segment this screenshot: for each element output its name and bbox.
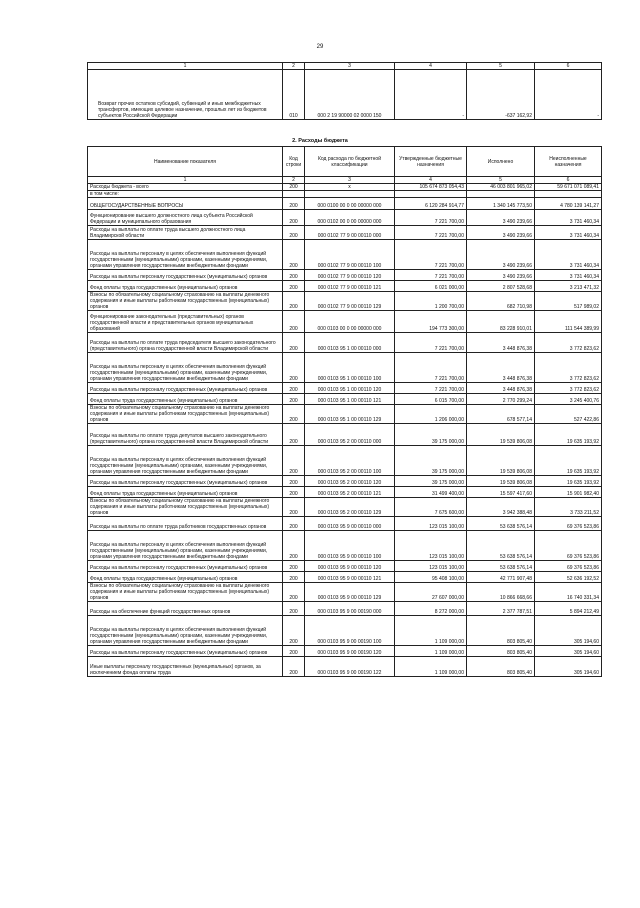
row-line: 200 [283,476,305,487]
row-name: Фонд оплаты труда государственных (муниципальных) органов [88,394,283,405]
top-table [87,62,602,120]
row-code: 000 0102 77 9 00 00110 100 [305,240,395,270]
col-number: 1 [88,63,283,70]
row-name: Расходы на выплаты по оплате труда работников государственных органов [88,517,283,531]
table-row [88,657,602,677]
row-line: 200 [283,240,305,270]
row-name: Расходы на выплаты персоналу в целях обеспечения выполнения функций государственными (муниципальными) органами, казенными учреждениями, органами управления государственными внебюджетными фондами [88,353,283,383]
row-executed: 3 490 239,66 [467,240,535,270]
row-approved: 6 015 700,00 [395,394,467,405]
row-line: 200 [283,446,305,476]
page-number: 29 [316,44,324,50]
row-approved: 39 175 000,00 [395,476,467,487]
row-code: 000 0102 77 9 00 00110 129 [305,292,395,311]
row-line: 200 [283,394,305,405]
row-line: 200 [283,602,305,616]
row-line: 200 [283,270,305,281]
table-row [88,292,602,311]
row-line: 200 [283,333,305,353]
row-approved: 1 109 000,00 [395,657,467,677]
row-code: 000 0103 95 2 00 00110 000 [305,424,395,446]
row-unexecuted: 527 422,86 [535,405,602,424]
col-number: 3 [305,177,395,184]
row-unexecuted: 3 213 471,32 [535,281,602,292]
row-line: 200 [283,572,305,583]
row-unexecuted: 59 671 071 089,41 [535,184,602,191]
table-row [88,191,602,198]
row-line: 200 [283,281,305,292]
row-code: 000 0103 95 2 00 00110 121 [305,487,395,498]
row-executed: 2 770 299,24 [467,394,535,405]
row-approved: 7 675 600,00 [395,498,467,517]
row-name: Расходы на выплаты персоналу государственных (муниципальных) органов [88,476,283,487]
row-approved: 6 120 284 914,77 [395,198,467,210]
row-approved: 7 221 700,00 [395,226,467,240]
row-unexecuted: 52 636 192,52 [535,572,602,583]
row-name: в том числе: [88,191,283,198]
table-row [88,184,602,191]
row-unexecuted: 111 544 389,99 [535,311,602,333]
row-unexecuted: 3 731 460,34 [535,240,602,270]
row-name: ОБЩЕГОСУДАРСТВЕННЫЕ ВОПРОСЫ [88,198,283,210]
table-row [88,498,602,517]
row-approved: 6 021 000,00 [395,281,467,292]
row-name: Иные выплаты персоналу государственных (муниципальных) органов, за исключением фонда оплаты труда [88,657,283,677]
row-name: Расходы на выплаты персоналу в целях обеспечения выполнения функций государственными (муниципальными) органами, казенными учреждениями, органами управления государственными внебюджетными фондами [88,616,283,646]
row-code: 000 0102 77 9 00 00110 000 [305,226,395,240]
row-name: Взносы по обязательному социальному страхованию на выплаты денежного содержания и иные выплаты работникам государственных (муниципальных) органов [88,583,283,602]
row-approved: 1 206 000,00 [395,405,467,424]
header-cell: Код строки [283,147,305,177]
row-code: 000 0103 95 9 00 00110 120 [305,561,395,572]
row-line: 200 [283,292,305,311]
table-row [88,311,602,333]
row-unexecuted: 3 245 400,76 [535,394,602,405]
row-approved: 123 015 100,00 [395,531,467,561]
row-line: 200 [283,226,305,240]
row-code: 000 0103 95 9 00 00190 120 [305,646,395,657]
row-line: 200 [283,353,305,383]
row-line: 200 [283,405,305,424]
col-number: 6 [535,63,602,70]
row-code: 000 0103 95 9 00 00110 129 [305,583,395,602]
row-code: 000 0103 95 2 00 00110 129 [305,498,395,517]
row-approved: 95 408 100,00 [395,572,467,583]
row-unexecuted: 3 772 823,62 [535,383,602,394]
row-approved: 31 499 400,00 [395,487,467,498]
row-name: Расходы на выплаты по оплате труда депутатов высшего законодательного (представительного) органа государственной власти Владимирской области [88,424,283,446]
table-row [88,281,602,292]
row-executed: 2 807 528,68 [467,281,535,292]
row-line: 200 [283,657,305,677]
col-number: 2 [283,177,305,184]
row-name: Расходы на выплаты персоналу государственных (муниципальных) органов [88,561,283,572]
row-executed: 10 866 668,66 [467,583,535,602]
row-executed: 19 539 806,08 [467,476,535,487]
row-name: Взносы по обязательному социальному страхованию на выплаты денежного содержания и иные выплаты работникам государственных (муниципальных) органов [88,498,283,517]
table-row [88,476,602,487]
row-unexecuted: 305 194,60 [535,616,602,646]
row-approved [395,191,467,198]
row-executed: 53 638 576,14 [467,517,535,531]
table-row [88,602,602,616]
row-code: 000 0103 95 9 00 00190 000 [305,602,395,616]
row-unexecuted: 3 772 823,62 [535,333,602,353]
row-unexecuted: 517 989,02 [535,292,602,311]
row-executed: 803 805,40 [467,657,535,677]
header-cell: Наименование показателя [88,147,283,177]
row-approved: 1 109 000,00 [395,616,467,646]
row-code [305,191,395,198]
row-unexecuted: 19 635 193,92 [535,424,602,446]
row-unexecuted: 3 731 460,34 [535,226,602,240]
row-unexecuted: 3 731 460,34 [535,270,602,281]
row-line: 200 [283,383,305,394]
row-name: Расходы на выплаты по оплате труда председателя высшего законодательного (представительного) органа государственной власти Владимирской области [88,333,283,353]
row-code: 000 0103 95 1 00 00110 121 [305,394,395,405]
table-row [88,583,602,602]
col-numbers-row [88,177,602,184]
row-unexecuted: - [535,70,602,120]
row-code: 000 0102 77 9 00 00110 120 [305,270,395,281]
table-row [88,561,602,572]
col-number: 1 [88,177,283,184]
header-cell: Неисполненные назначения [535,147,602,177]
table-row [88,487,602,498]
row-approved: 27 607 000,00 [395,583,467,602]
row-line: 200 [283,531,305,561]
row-name: Расходы на выплаты персоналу государственных (муниципальных) органов [88,646,283,657]
row-executed: 19 539 806,08 [467,446,535,476]
row-name: Расходы на выплаты персоналу в целях обеспечения выполнения функций государственными (муниципальными) органами, казенными учреждениями, органами управления государственными внебюджетными фондами [88,240,283,270]
header-cell: Исполнено [467,147,535,177]
row-executed: 803 805,40 [467,616,535,646]
table-row [88,616,602,646]
row-name: Расходы на выплаты персоналу в целях обеспечения выполнения функций государственными (муниципальными) органами, казенными учреждениями, органами управления государственными внебюджетными фондами [88,446,283,476]
row-approved: 39 175 000,00 [395,424,467,446]
table-row [88,517,602,531]
row-code: 000 0103 95 9 00 00110 121 [305,572,395,583]
table-row [88,270,602,281]
table-row [88,572,602,583]
row-approved: - [395,70,467,120]
header-cell: Код расхода по бюджетной классификации [305,147,395,177]
row-approved: 123 015 100,00 [395,517,467,531]
table-row [88,383,602,394]
row-code: 000 0103 95 1 00 00110 000 [305,333,395,353]
row-approved: 7 221 700,00 [395,333,467,353]
row-executed: 19 539 806,08 [467,424,535,446]
row-executed: 3 490 239,66 [467,210,535,226]
row-executed: 42 771 907,48 [467,572,535,583]
table-row [88,240,602,270]
col-number: 5 [467,63,535,70]
row-executed: 682 710,98 [467,292,535,311]
row-unexecuted: 69 376 523,86 [535,517,602,531]
row-approved: 1 200 700,00 [395,292,467,311]
row-executed: 83 228 910,01 [467,311,535,333]
row-approved: 194 773 300,00 [395,311,467,333]
row-code: 000 0103 95 9 00 00190 122 [305,657,395,677]
row-name: Расходы на выплаты персоналу государственных (муниципальных) органов [88,270,283,281]
row-line: 200 [283,498,305,517]
row-unexecuted: 305 194,60 [535,646,602,657]
row-line: 200 [283,210,305,226]
row-executed: 3 448 876,38 [467,383,535,394]
row-line: 200 [283,646,305,657]
row-executed [467,191,535,198]
row-approved: 105 674 873 054,43 [395,184,467,191]
row-approved: 39 175 000,00 [395,446,467,476]
expenses-table [87,146,602,677]
row-name: Взносы по обязательному социальному страхованию на выплаты денежного содержания и иные выплаты работникам государственных (муниципальных) органов [88,405,283,424]
row-executed: 2 377 787,51 [467,602,535,616]
table-row [88,333,602,353]
row-unexecuted: 3 733 211,52 [535,498,602,517]
row-code: 000 0103 00 0 00 00000 000 [305,311,395,333]
row-executed: 3 448 876,38 [467,333,535,353]
row-line: 010 [283,70,305,120]
row-name: Расходы на обеспечение функций государственных органов [88,602,283,616]
row-executed: 3 490 239,66 [467,226,535,240]
row-code: 000 0103 95 9 00 00110 100 [305,531,395,561]
row-line: 200 [283,561,305,572]
row-line: 200 [283,184,305,191]
row-name: Возврат прочих остатков субсидий, субвенций и иных межбюджетных трансфертов, имеющих целевое назначение, прошлых лет из бюджетов субъектов Российской Федерации [88,70,283,120]
row-unexecuted: 69 376 523,86 [535,531,602,561]
row-approved: 7 221 700,00 [395,383,467,394]
table-row [88,198,602,210]
row-line: 200 [283,583,305,602]
row-name: Расходы на выплаты персоналу государственных (муниципальных) органов [88,383,283,394]
table-row [88,646,602,657]
col-number: 3 [305,63,395,70]
row-unexecuted: 19 635 193,92 [535,476,602,487]
row-unexecuted: 3 731 460,34 [535,210,602,226]
row-code: 000 0103 95 9 00 00110 000 [305,517,395,531]
row-unexecuted: 305 194,60 [535,657,602,677]
row-code: 000 0103 95 2 00 00110 120 [305,476,395,487]
section-title: 2. Расходы бюджета [292,138,348,144]
row-line: 200 [283,616,305,646]
row-executed: 3 942 388,48 [467,498,535,517]
row-unexecuted: 5 894 212,49 [535,602,602,616]
row-name: Фонд оплаты труда государственных (муниципальных) органов [88,487,283,498]
row-name: Фонд оплаты труда государственных (муниципальных) органов [88,281,283,292]
row-code: 000 0103 95 1 00 00110 120 [305,383,395,394]
table-row [88,353,602,383]
col-number: 4 [395,63,467,70]
row-approved: 7 221 700,00 [395,240,467,270]
col-number: 5 [467,177,535,184]
row-code: 000 0102 00 0 00 00000 000 [305,210,395,226]
col-number: 6 [535,177,602,184]
row-code: 000 0103 95 1 00 00110 129 [305,405,395,424]
row-unexecuted: 69 376 523,86 [535,561,602,572]
row-line: 200 [283,311,305,333]
row-name: Функционирование высшего должностного лица субъекта Российской Федерации и муниципального образования [88,210,283,226]
col-number: 4 [395,177,467,184]
row-unexecuted: 16 740 331,34 [535,583,602,602]
row-code: 000 0102 77 9 00 00110 121 [305,281,395,292]
row-executed: 1 340 145 773,50 [467,198,535,210]
row-code: 000 0103 95 2 00 00110 100 [305,446,395,476]
row-name: Взносы по обязательному социальному страхованию на выплаты денежного содержания и иные выплаты работникам государственных (муниципальных) органов [88,292,283,311]
row-code: 000 0103 95 1 00 00110 100 [305,353,395,383]
row-executed: 803 805,40 [467,646,535,657]
row-unexecuted: 4 780 139 141,27 [535,198,602,210]
row-approved: 1 109 000,00 [395,646,467,657]
header-row [88,147,602,177]
table-row [88,210,602,226]
col-number: 2 [283,63,305,70]
row-executed: 678 577,14 [467,405,535,424]
row-line: 200 [283,517,305,531]
table-row [88,70,602,120]
row-executed: 15 597 417,60 [467,487,535,498]
row-approved: 7 221 700,00 [395,353,467,383]
row-unexecuted [535,191,602,198]
row-line: 200 [283,424,305,446]
table-row [88,226,602,240]
row-code: x [305,184,395,191]
table-row [88,405,602,424]
row-approved: 7 221 700,00 [395,270,467,281]
row-name: Функционирование законодательных (представительных) органов государственной власти и представительных органов муниципальных образований [88,311,283,333]
table-row [88,531,602,561]
table-row [88,446,602,476]
row-executed: 53 638 576,14 [467,531,535,561]
row-name: Расходы на выплаты по оплате труда высшего должностного лица Владимирской области [88,226,283,240]
row-line: 200 [283,198,305,210]
top-table-col-numbers [88,63,602,70]
header-cell: Утвержденные бюджетные назначения [395,147,467,177]
row-code: 000 0103 95 9 00 00190 100 [305,616,395,646]
table-row [88,424,602,446]
row-executed: 3 448 876,38 [467,353,535,383]
row-executed: 46 003 801 965,02 [467,184,535,191]
row-approved: 123 015 100,00 [395,561,467,572]
row-approved: 7 221 700,00 [395,210,467,226]
row-unexecuted: 15 901 982,40 [535,487,602,498]
row-code: 000 2 19 90000 02 0000 150 [305,70,395,120]
row-unexecuted: 3 772 823,62 [535,353,602,383]
row-executed: 3 490 239,66 [467,270,535,281]
row-executed: -637 162,92 [467,70,535,120]
row-code: 000 0100 00 0 00 00000 000 [305,198,395,210]
row-name: Фонд оплаты труда государственных (муниципальных) органов [88,572,283,583]
row-name: Расходы бюджета - всего [88,184,283,191]
row-executed: 53 638 576,14 [467,561,535,572]
row-line: 200 [283,487,305,498]
row-name: Расходы на выплаты персоналу в целях обеспечения выполнения функций государственными (муниципальными) органами, казенными учреждениями, органами управления государственными внебюджетными фондами [88,531,283,561]
row-approved: 8 272 000,00 [395,602,467,616]
row-line [283,191,305,198]
table-row [88,394,602,405]
row-unexecuted: 19 635 193,92 [535,446,602,476]
